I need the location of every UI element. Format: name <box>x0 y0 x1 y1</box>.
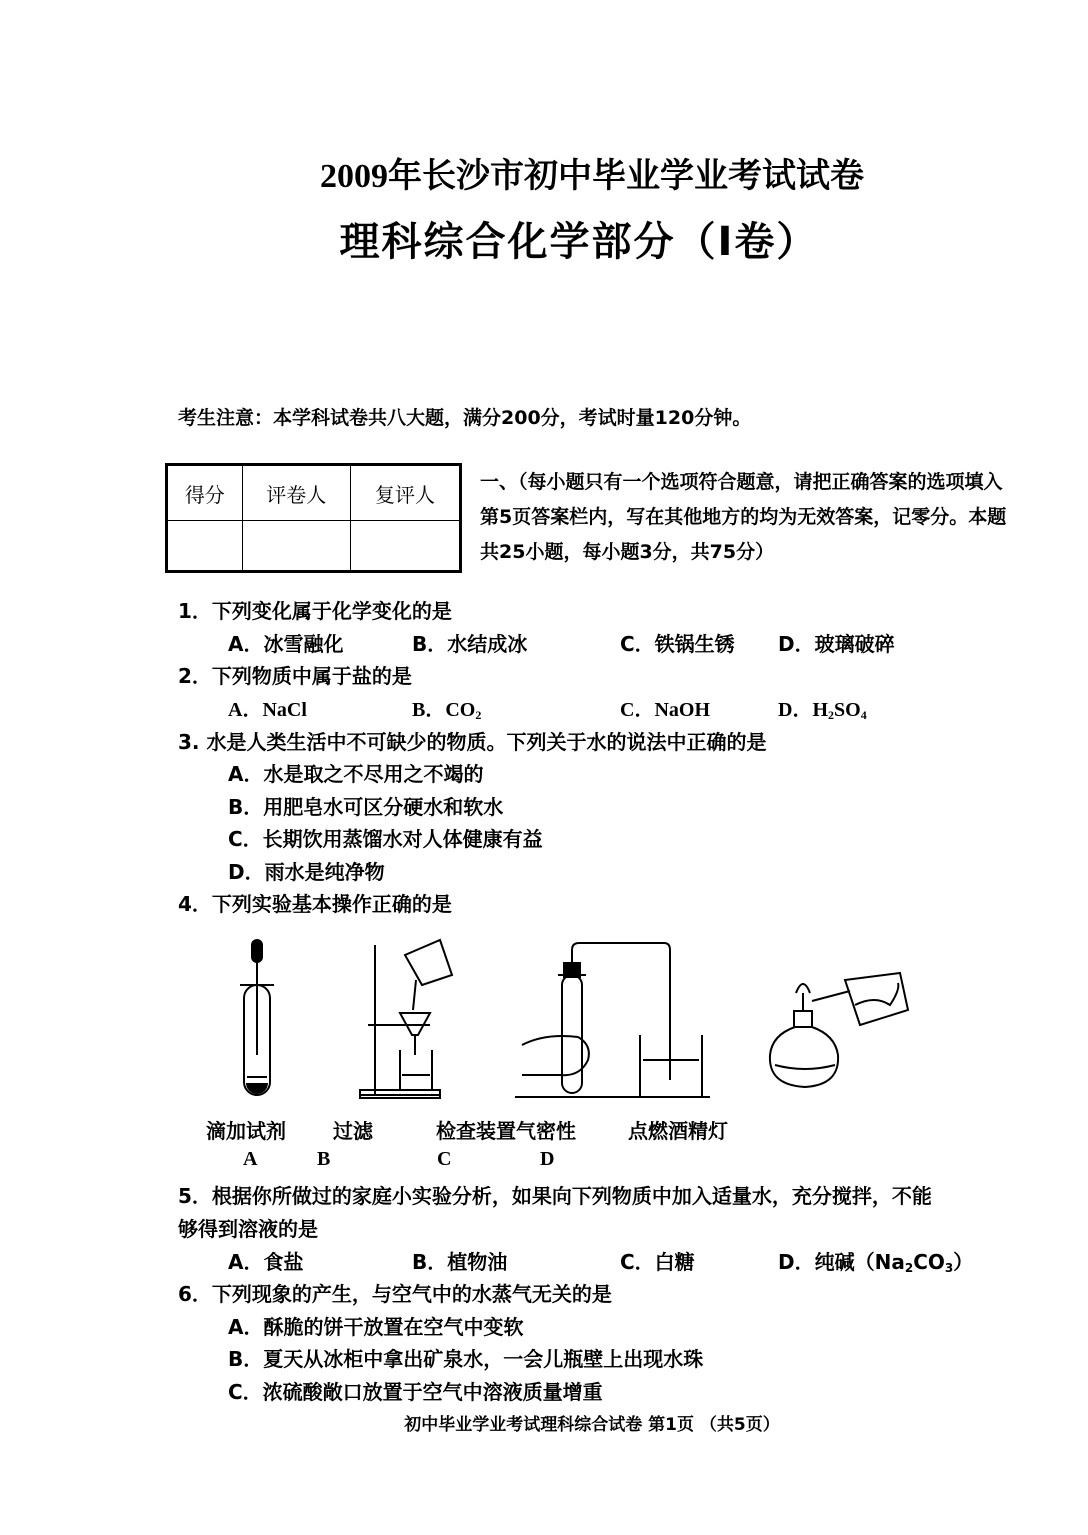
q2-option-c: C．NaOH <box>620 699 710 721</box>
q6-option-a: A．酥脆的饼干放置在空气中变软 <box>228 1315 524 1339</box>
dropper-test-tube-icon <box>240 940 274 1095</box>
q3-option-b: B．用肥皂水可区分硬水和软水 <box>228 795 504 819</box>
q6-option-b: B．夏天从冰柜中拿出矿泉水，一会儿瓶壁上出现水珠 <box>228 1347 704 1371</box>
q4-letter-c: C <box>437 1148 452 1170</box>
q3-option-d: D．雨水是纯净物 <box>228 860 385 884</box>
q2-option-d: D．$H_2SO_4$ <box>778 699 867 722</box>
score-cell <box>167 521 243 572</box>
section-instructions: 一、（每小题只有一个选项符合题意，请把正确答案的选项填入第5页答案栏内，写在其他地方的均为无效答案，记零分。本题共25小题，每小题3分，共75分） <box>480 471 1007 563</box>
question-5-stem-line2: 够得到溶液的是 <box>178 1217 318 1241</box>
lab-operations-illustration <box>200 935 930 1110</box>
question-3-stem: 3. 水是人类生活中不可缺少的物质。下列关于水的说法中正确的是 <box>178 730 767 754</box>
q5-option-d: D．纯碱$(Na_2CO_3)$ <box>778 1250 974 1275</box>
score-table <box>165 463 462 573</box>
q1-option-d: D．玻璃破碎 <box>778 632 895 656</box>
q5-option-a: A．食盐 <box>228 1250 304 1274</box>
q6-option-c: C．浓硫酸敞口放置于空气中溶液质量增重 <box>228 1380 603 1404</box>
question-4-stem: 4．下列实验基本操作正确的是 <box>178 892 452 916</box>
score-header-grader: 评卷人 <box>242 465 350 521</box>
q4-caption-d: 点燃酒精灯 <box>628 1119 728 1143</box>
score-header-reviewer: 复评人 <box>350 465 460 521</box>
reviewer-cell <box>350 521 460 572</box>
page-footer: 初中毕业学业考试理科综合试卷 第1页 （共5页） <box>404 1415 780 1435</box>
q4-caption-b: 过滤 <box>333 1119 373 1143</box>
candidate-notice: 考生注意：本学科试卷共八大题，满分200分，考试时量120分钟。 <box>178 407 752 429</box>
q2-option-a: A．NaCl <box>228 699 307 721</box>
q4-letter-b: B <box>317 1148 331 1170</box>
question-2-stem: 2．下列物质中属于盐的是 <box>178 664 412 688</box>
q4-caption-a: 滴加试剂 <box>206 1119 286 1143</box>
grader-cell <box>242 521 350 572</box>
filtration-stand-icon <box>360 940 452 1098</box>
q4-letter-a: A <box>243 1148 258 1170</box>
question-5-stem-line1: 5．根据你所做过的家庭小实验分析，如果向下列物质中加入适量水，充分搅拌，不能 <box>178 1184 932 1208</box>
q2-option-b: B．$CO_2$ <box>412 699 482 722</box>
q3-option-c: C．长期饮用蒸馏水对人体健康有益 <box>228 827 543 851</box>
q5-option-b: B．植物油 <box>412 1250 508 1274</box>
exam-subtitle: 理科综合化学部分（Ⅰ卷） <box>339 219 819 265</box>
q4-caption-c: 检查装置气密性 <box>436 1119 576 1143</box>
airtightness-check-icon <box>515 943 710 1097</box>
question-6-stem: 6．下列现象的产生，与空气中的水蒸气无关的是 <box>178 1282 612 1306</box>
score-header-score: 得分 <box>167 465 243 521</box>
question-1-stem: 1．下列变化属于化学变化的是 <box>178 599 452 623</box>
q4-letter-d: D <box>540 1148 555 1170</box>
q1-option-c: C．铁锅生锈 <box>620 632 735 656</box>
q3-option-a: A．水是取之不尽用之不竭的 <box>228 762 484 786</box>
q5-option-c: C．白糖 <box>620 1250 695 1274</box>
exam-title: 2009年长沙市初中毕业学业考试试卷 <box>320 158 864 195</box>
alcohol-lamp-icon <box>770 973 908 1087</box>
q1-option-b: B．水结成冰 <box>412 632 528 656</box>
q1-option-a: A．冰雪融化 <box>228 632 344 656</box>
